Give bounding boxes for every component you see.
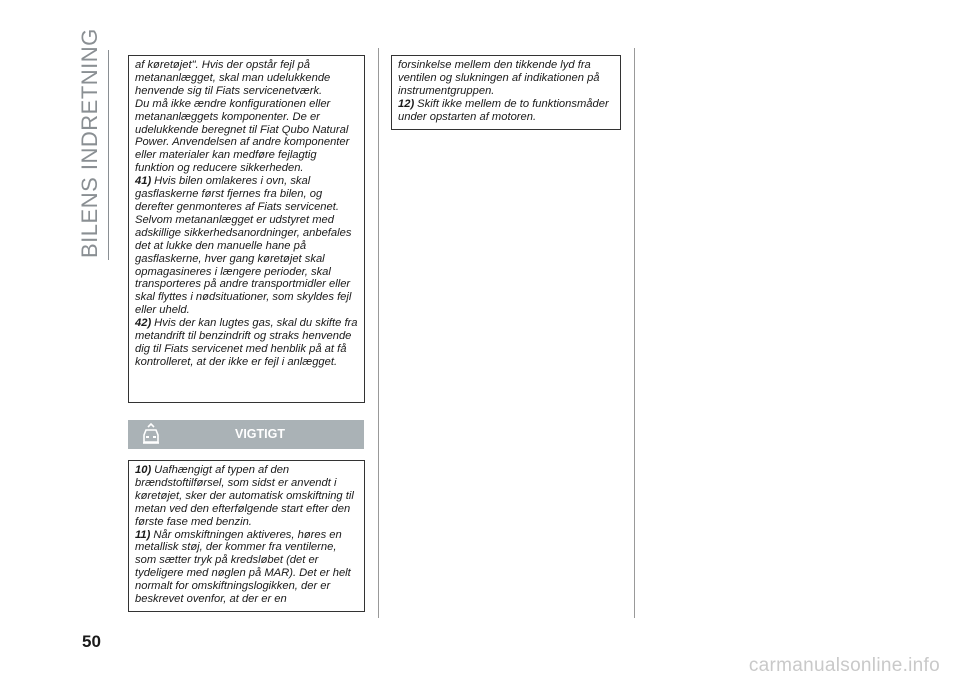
paragraph-text: Hvis der kan lugtes gas, skal du skifte fra metandrift til benzindrift og straks henvende dig til Fiats servicenet med henblik på at få kontrolleret, at der ikke er fejl i anlægget. <box>135 317 358 368</box>
note-number: 42) <box>135 317 152 330</box>
paragraph-text: Du må ikke ændre konfigurationen eller metananlæggets komponenter. De er udelukkende beregnet til Fiat Qubo Natural Power. Anvendelsen af andre komponenter eller materialer kan medføre fejlagtig funktion og reducere sikkerheden. <box>135 97 350 175</box>
page-number: 50 <box>82 632 101 651</box>
column-divider <box>378 48 379 618</box>
paragraph <box>135 529 358 606</box>
paragraph-text: af køretøjet". Hvis der opstår fejl på metananlægget, skal man udelukkende henvende sig til Fiats servicenetværk. <box>135 59 331 97</box>
paragraph-text: Når omskiftningen aktiveres, høres en metallisk støj, der kommer fra ventilerne, som sætter tryk på kredsløbet (det er tydeligere med nøglen på MAR). Det er helt normalt for omskiftningslogikken, der er beskrevet ovenfor, at der er en <box>135 528 351 606</box>
section-title <box>77 28 102 278</box>
paragraph <box>135 59 358 98</box>
section-title-text: BILENS INDRETNING <box>77 28 102 258</box>
section-title-rule <box>108 50 109 260</box>
banner-label: VIGTIGT <box>235 427 285 441</box>
watermark: carmanualsonline.info <box>748 655 940 676</box>
column-divider <box>634 48 635 618</box>
note-number: 11) <box>135 528 151 541</box>
note-number: 12) <box>398 97 415 110</box>
info-box-continued <box>128 55 365 403</box>
paragraph-text: Skift ikke mellem de to funktionsmåder under opstarten af motoren. <box>398 97 609 123</box>
important-banner <box>128 420 364 449</box>
paragraph-text: Hvis bilen omlakeres i ovn, skal gasflaskerne først fjernes fra bilen, og derefter genmonteres af Fiats servicenet. Selvom metananlægget er udstyret med adskillige sikkerhedsanordninger, anbefales det at lukke den manuelle hane på gasflaskerne, hver gang køretøjet skal opmagasineres i længere perioder, skal transporteres på andre transportmidler eller skal flyttes i nødsituationer, som skyldes fejl eller uheld. <box>135 175 352 317</box>
paragraph <box>135 464 358 529</box>
paragraph <box>398 59 614 98</box>
paragraph-text: Uafhængigt af typen af den brændstoftilførsel, som sidst er anvendt i køretøjet, sker der automatisk omskiftning til metan ved den efterfølgende start efter den første fase med benzin. <box>135 464 354 528</box>
note-number: 41) <box>135 175 152 188</box>
paragraph-text: forsinkelse mellem den tikkende lyd fra ventilen og slukningen af indikationen på instrumentgruppen. <box>398 59 600 97</box>
paragraph <box>135 175 358 317</box>
paragraph <box>135 98 358 175</box>
paragraph <box>398 98 614 124</box>
important-box <box>128 460 365 612</box>
paragraph <box>135 317 358 369</box>
important-box-continued <box>391 55 621 130</box>
note-number: 10) <box>135 464 152 476</box>
